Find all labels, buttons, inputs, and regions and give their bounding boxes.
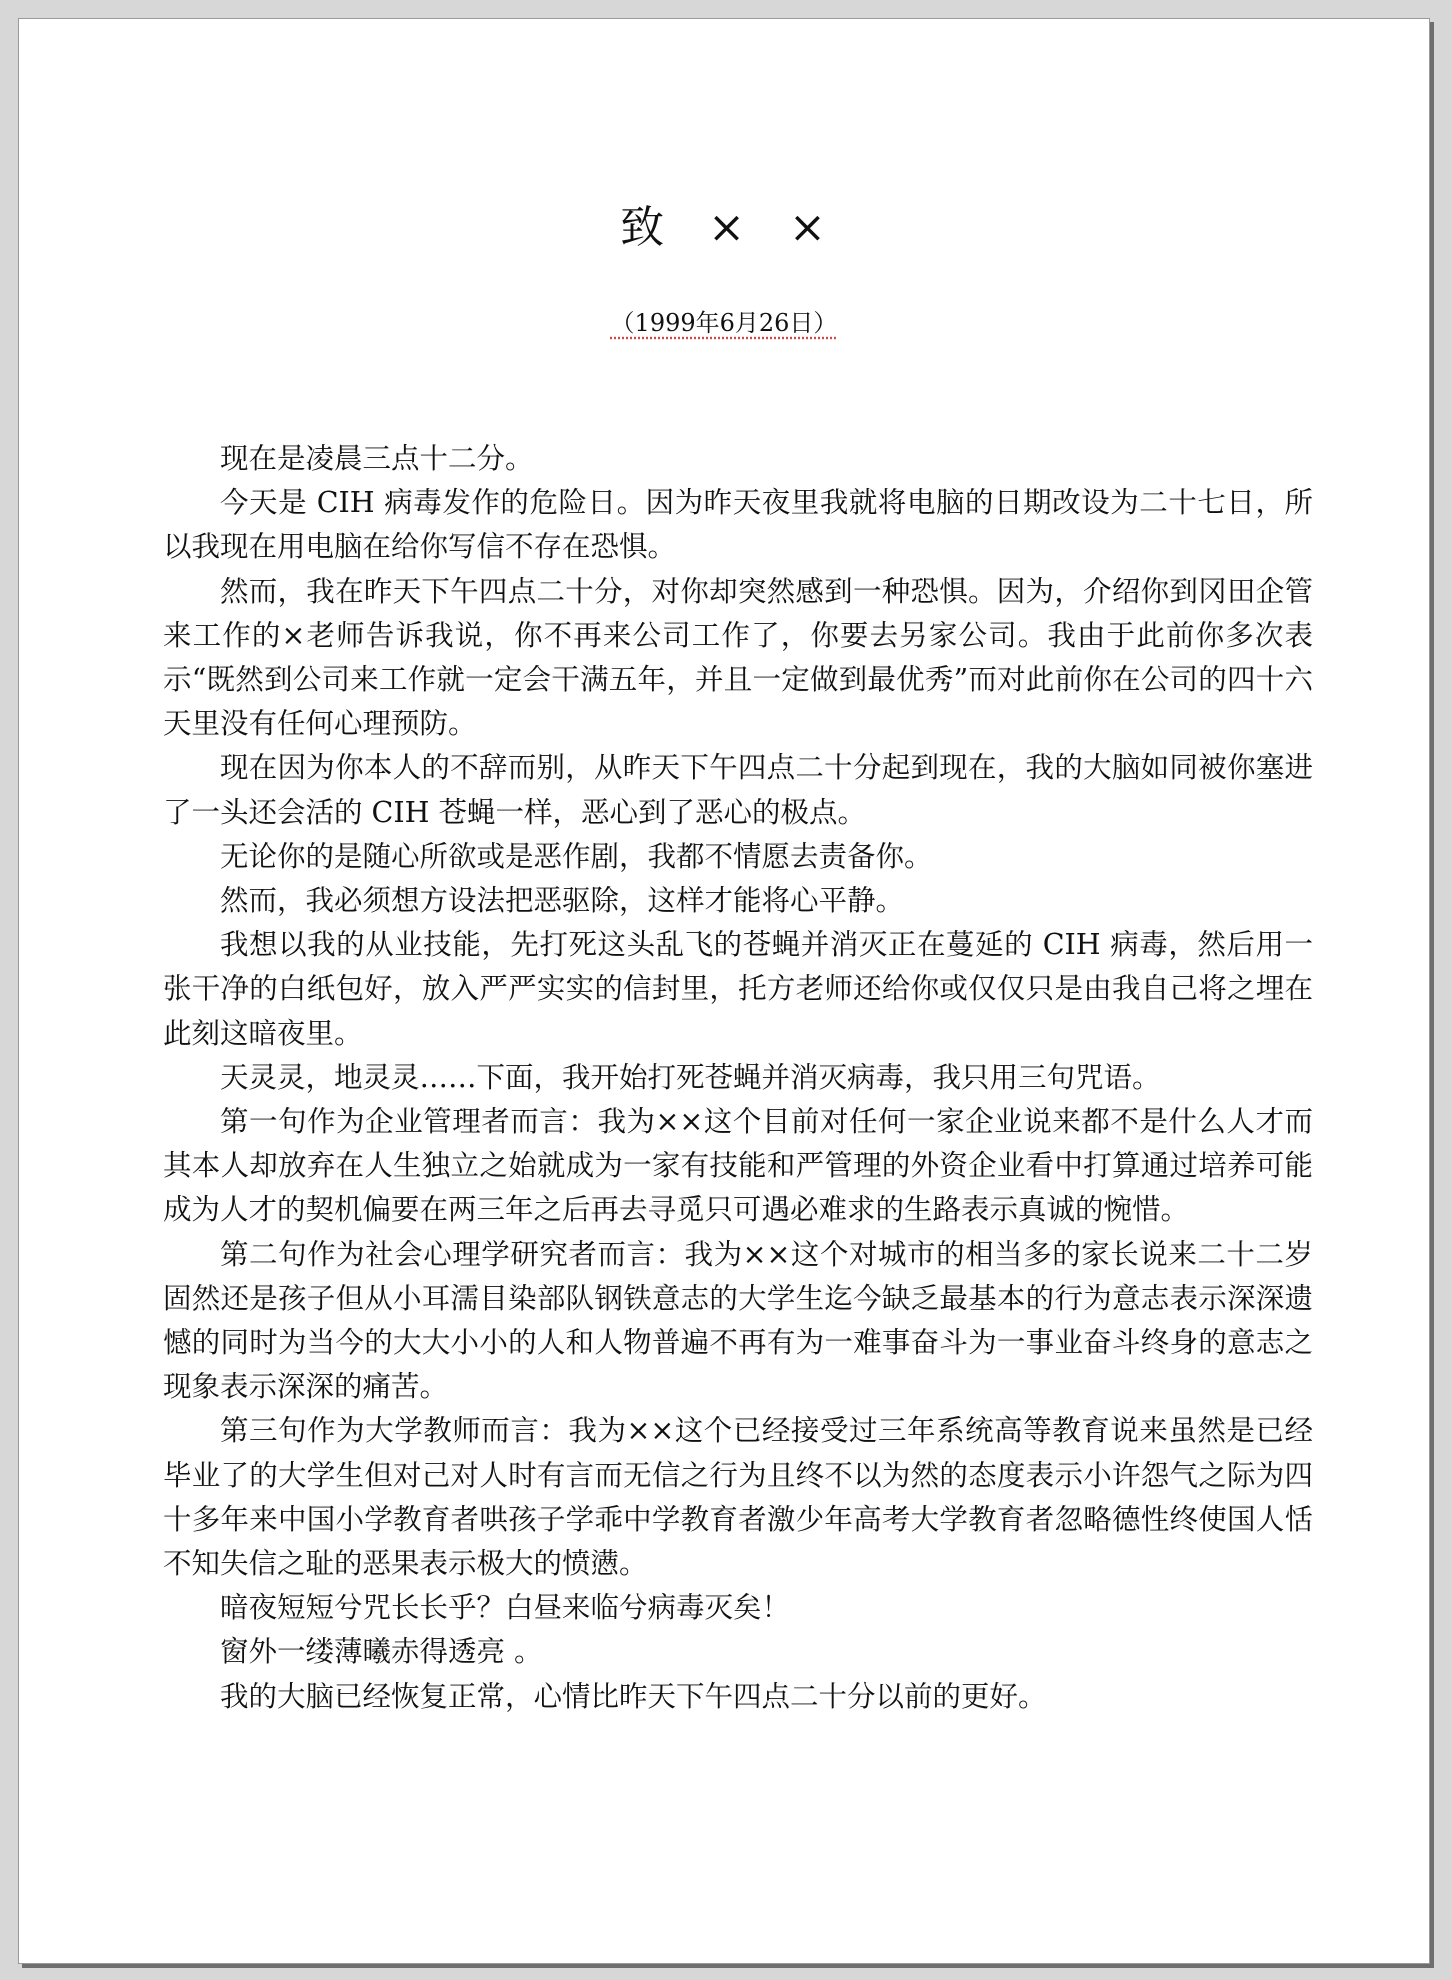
paragraph: 我的大脑已经恢复正常，心情比昨天下午四点二十分以前的更好。 — [220, 1679, 1047, 1713]
paragraph: 第一句作为企业管理者而言：我为××这个目前对任何一家企业说来都不是什么人才而其本人却放弃在人生独立之始就成为一家有技能和严管理的外资企业看中打算通过培养可能成为人才的契机偏要在两三年之后再去寻觅只可遇必难求的生路表示真诚的惋惜。 — [163, 1105, 1313, 1227]
paragraph: 暗夜短短兮咒长长乎？白昼来临兮病毒灭矣！ — [220, 1591, 791, 1625]
title-main: 致 — [620, 202, 667, 253]
title-placeholder-1: × — [708, 202, 747, 253]
paragraph: 第三句作为大学教师而言：我为××这个已经接受过三年系统高等教育说来虽然是已经毕业了的大学生但对己对人时有言而无信之行为且终不以为然的态度表示小许怨气之际为四十多年来中国小学教育者哄孩子学乖中学教育者激少年高考大学教育者忽略德性终使国人恬不知失信之耻的恶果表示极大的愤懑。 — [163, 1414, 1313, 1581]
date-text: （1999年6月26日） — [610, 309, 838, 337]
paragraph: 今天是 CIH 病毒发作的危险日。因为昨天夜里我就将电脑的日期改设为二十七日，所以我现在用电脑在给你写信不存在恐惧。 — [163, 486, 1313, 564]
paragraph: 然而，我在昨天下午四点二十分，对你却突然感到一种恐惧。因为，介绍你到冈田企管来工作的×老师告诉我说，你不再来公司工作了，你要去另家公司。我由于此前你多次表示“既然到公司来工作就一定会干满五年，并且一定做到最优秀”而对此前你在公司的四十六天里没有任何心理预防。 — [163, 574, 1313, 741]
title-placeholder-2: × — [789, 202, 828, 253]
paragraph: 现在是凌晨三点十二分。 — [220, 442, 534, 475]
letter-body — [163, 437, 1313, 1719]
letter-date — [19, 303, 1429, 338]
paragraph: 然而，我必须想方设法把恶驱除，这样才能将心平静。 — [220, 884, 905, 918]
paragraph: 天灵灵，地灵灵……下面，我开始打死苍蝇并消灭病毒，我只用三句咒语。 — [220, 1060, 1161, 1094]
document-page — [18, 18, 1430, 1964]
paragraph: 现在因为你本人的不辞而别，从昨天下午四点二十分起到现在，我的大脑如同被你塞进了一头还会活的 CIH 苍蝇一样，恶心到了恶心的极点。 — [163, 751, 1313, 829]
paragraph: 无论你的是随心所欲或是恶作剧，我都不情愿去责备你。 — [220, 839, 933, 873]
letter-title — [19, 191, 1429, 255]
paragraph: 我想以我的从业技能，先打死这头乱飞的苍蝇并消灭正在蔓延的 CIH 病毒，然后用一张干净的白纸包好，放入严严实实的信封里，托方老师还给你或仅仅只是由我自己将之埋在此刻这暗夜里。 — [163, 928, 1313, 1050]
paragraph: 第二句作为社会心理学研究者而言：我为××这个对城市的相当多的家长说来二十二岁固然还是孩子但从小耳濡目染部队钢铁意志的大学生迄今缺乏最基本的行为意志表示深深遗憾的同时为当今的大大小小的人和人物普遍不再有为一难事奋斗为一事业奋斗终身的意志之现象表示深深的痛苦。 — [163, 1237, 1313, 1404]
paragraph: 窗外一缕薄曦赤得透亮 。 — [220, 1635, 543, 1669]
